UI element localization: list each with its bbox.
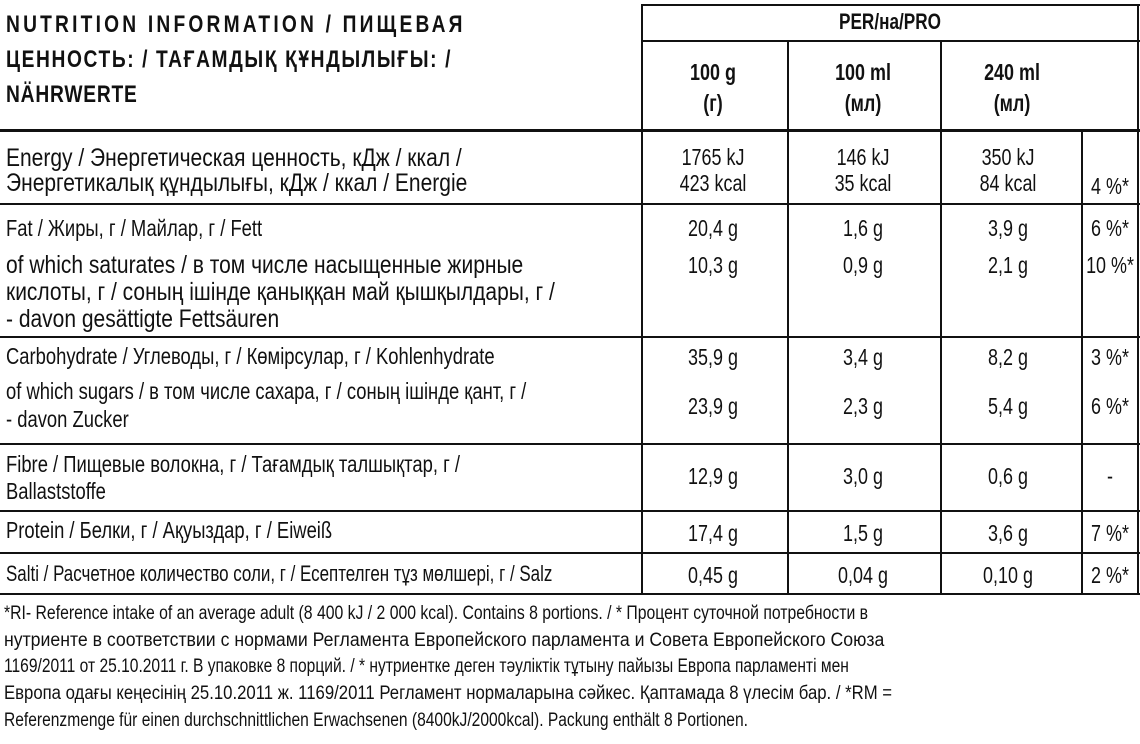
label-title-line: NUTRITION INFORMATION / ПИЩЕВАЯ xyxy=(6,11,466,38)
row-divider xyxy=(0,336,1140,338)
fibre-label: Ballaststoffe xyxy=(6,478,106,504)
sugars-value-100g: 23,9 g xyxy=(688,393,738,419)
column-header-240ml: 240 ml xyxy=(984,59,1040,85)
fibre-label: Fibre / Пищевые волокна, г / Тағамдық талшықтар, г / xyxy=(6,451,460,477)
energy-value-100g-kcal: 423 kcal xyxy=(679,170,747,196)
sugars-value-240ml: 5,4 g xyxy=(988,393,1028,419)
saturates-label: of which saturates / в том числе насыщенные жирные xyxy=(6,251,524,279)
fat-value-100ml: 1,6 g xyxy=(843,215,883,241)
energy-label: Энергетикалық құндылығы, кДж / ккал / Energie xyxy=(6,169,468,197)
energy-label: Energy / Энергетическая ценность, кДж / ккал / xyxy=(6,144,462,172)
energy-value-240ml-kcal: 84 kcal xyxy=(979,170,1037,196)
row-divider xyxy=(0,510,1140,512)
fibre-value-100ml: 3,0 g xyxy=(843,463,883,489)
energy-ri: 4 %* xyxy=(1091,173,1129,199)
energy-value-100ml-kj: 146 kJ xyxy=(836,144,890,170)
sugars-label: - davon Zucker xyxy=(6,406,129,432)
salt-value-100ml: 0,04 g xyxy=(838,562,888,588)
energy-value-100g-kj: 1765 kJ xyxy=(681,144,745,170)
protein-value-240ml: 3,6 g xyxy=(988,520,1028,546)
header-bottom-border xyxy=(0,129,1140,132)
column-divider xyxy=(641,4,643,595)
row-divider xyxy=(0,443,1140,445)
fibre-value-100g: 12,9 g xyxy=(688,463,738,489)
protein-label: Protein / Белки, г / Ақуыздар, г / Eiweiß xyxy=(6,517,333,543)
salt-value-100g: 0,45 g xyxy=(688,562,738,588)
carbohydrate-label: Carbohydrate / Углеводы, г / Көмірсулар, г / Kohlenhydrate xyxy=(6,343,495,369)
footnote-line: Европа одағы кеңесінің 25.10.2011 ж. 1169/2011 Регламент нормаларына сәйкес. Қаптамада 8 үлесім бар. / *RM = xyxy=(4,683,893,704)
protein-value-100g: 17,4 g xyxy=(688,520,738,546)
footnote-line: нутриенте в соответствии с нормами Регламента Европейского парламента и Совета Европейского Союза xyxy=(4,630,885,651)
table-bottom-border xyxy=(0,593,1140,595)
fat-value-100g: 20,4 g xyxy=(688,215,738,241)
column-divider xyxy=(1081,130,1083,595)
carbohydrate-ri: 3 %* xyxy=(1091,344,1129,370)
fat-label: Fat / Жиры, г / Майлар, г / Fett xyxy=(6,215,263,241)
fibre-ri: - xyxy=(1107,463,1113,489)
table-top-border xyxy=(642,4,1140,6)
column-divider xyxy=(787,41,789,595)
label-title-line: ЦЕННОСТЬ: / ТАҒАМДЫҚ ҚҰНДЫЛЫҒЫ: / xyxy=(6,46,453,73)
sugars-value-100ml: 2,3 g xyxy=(843,393,883,419)
per-header: PER/на/PRO xyxy=(839,9,941,34)
column-header-100ml-unit: (мл) xyxy=(844,90,882,116)
label-title-line: NÄHRWERTE xyxy=(6,81,138,108)
header-divider xyxy=(642,40,1140,42)
column-divider xyxy=(940,41,942,595)
saturates-value-100g: 10,3 g xyxy=(688,252,738,278)
footnote-line: *RI- Reference intake of an average adult (8 400 kJ / 2 000 kcal). Contains 8 portions. / * Процент суточной потребности в xyxy=(4,603,869,624)
sugars-ri: 6 %* xyxy=(1091,393,1129,419)
fat-ri: 6 %* xyxy=(1091,215,1129,241)
saturates-label: - davon gesättigte Fettsäuren xyxy=(6,305,280,333)
footnote-line: Referenzmenge für einen durchschnittlichen Erwachsenen (8400kJ/2000kcal). Packung enthält 8 Portionen. xyxy=(4,710,748,731)
row-divider xyxy=(0,203,1140,205)
carbohydrate-value-100g: 35,9 g xyxy=(688,344,738,370)
energy-value-100ml-kcal: 35 kcal xyxy=(834,170,892,196)
energy-value-240ml-kj: 350 kJ xyxy=(981,144,1035,170)
column-header-100ml: 100 ml xyxy=(835,59,891,85)
saturates-value-240ml: 2,1 g xyxy=(988,252,1028,278)
saturates-ri: 10 %* xyxy=(1086,252,1134,278)
fibre-value-240ml: 0,6 g xyxy=(988,463,1028,489)
salt-label: Salti / Расчетное количество соли, г / Есептелген тұз мөлшері, г / Salz xyxy=(6,561,553,586)
footnote-line: 1169/2011 от 25.10.2011 г. В упаковке 8 порций. / * нутриентке деген тәуліктік тұтыну пайызы Европа парламенті мен xyxy=(4,656,849,677)
salt-ri: 2 %* xyxy=(1091,562,1129,588)
sugars-label: of which sugars / в том числе сахара, г / соның ішінде қант, г / xyxy=(6,378,527,404)
salt-value-240ml: 0,10 g xyxy=(983,562,1033,588)
carbohydrate-value-100ml: 3,4 g xyxy=(843,344,883,370)
carbohydrate-value-240ml: 8,2 g xyxy=(988,344,1028,370)
saturates-label: кислоты, г / соның ішінде қаныққан май қышқылдары, г / xyxy=(6,278,555,306)
column-header-100g-unit: (г) xyxy=(703,90,723,116)
protein-value-100ml: 1,5 g xyxy=(843,520,883,546)
table-right-border xyxy=(1137,4,1139,595)
fat-value-240ml: 3,9 g xyxy=(988,215,1028,241)
protein-ri: 7 %* xyxy=(1091,520,1129,546)
row-divider xyxy=(0,552,1140,554)
saturates-value-100ml: 0,9 g xyxy=(843,252,883,278)
column-header-240ml-unit: (мл) xyxy=(993,90,1031,116)
column-header-100g: 100 g xyxy=(690,59,736,85)
